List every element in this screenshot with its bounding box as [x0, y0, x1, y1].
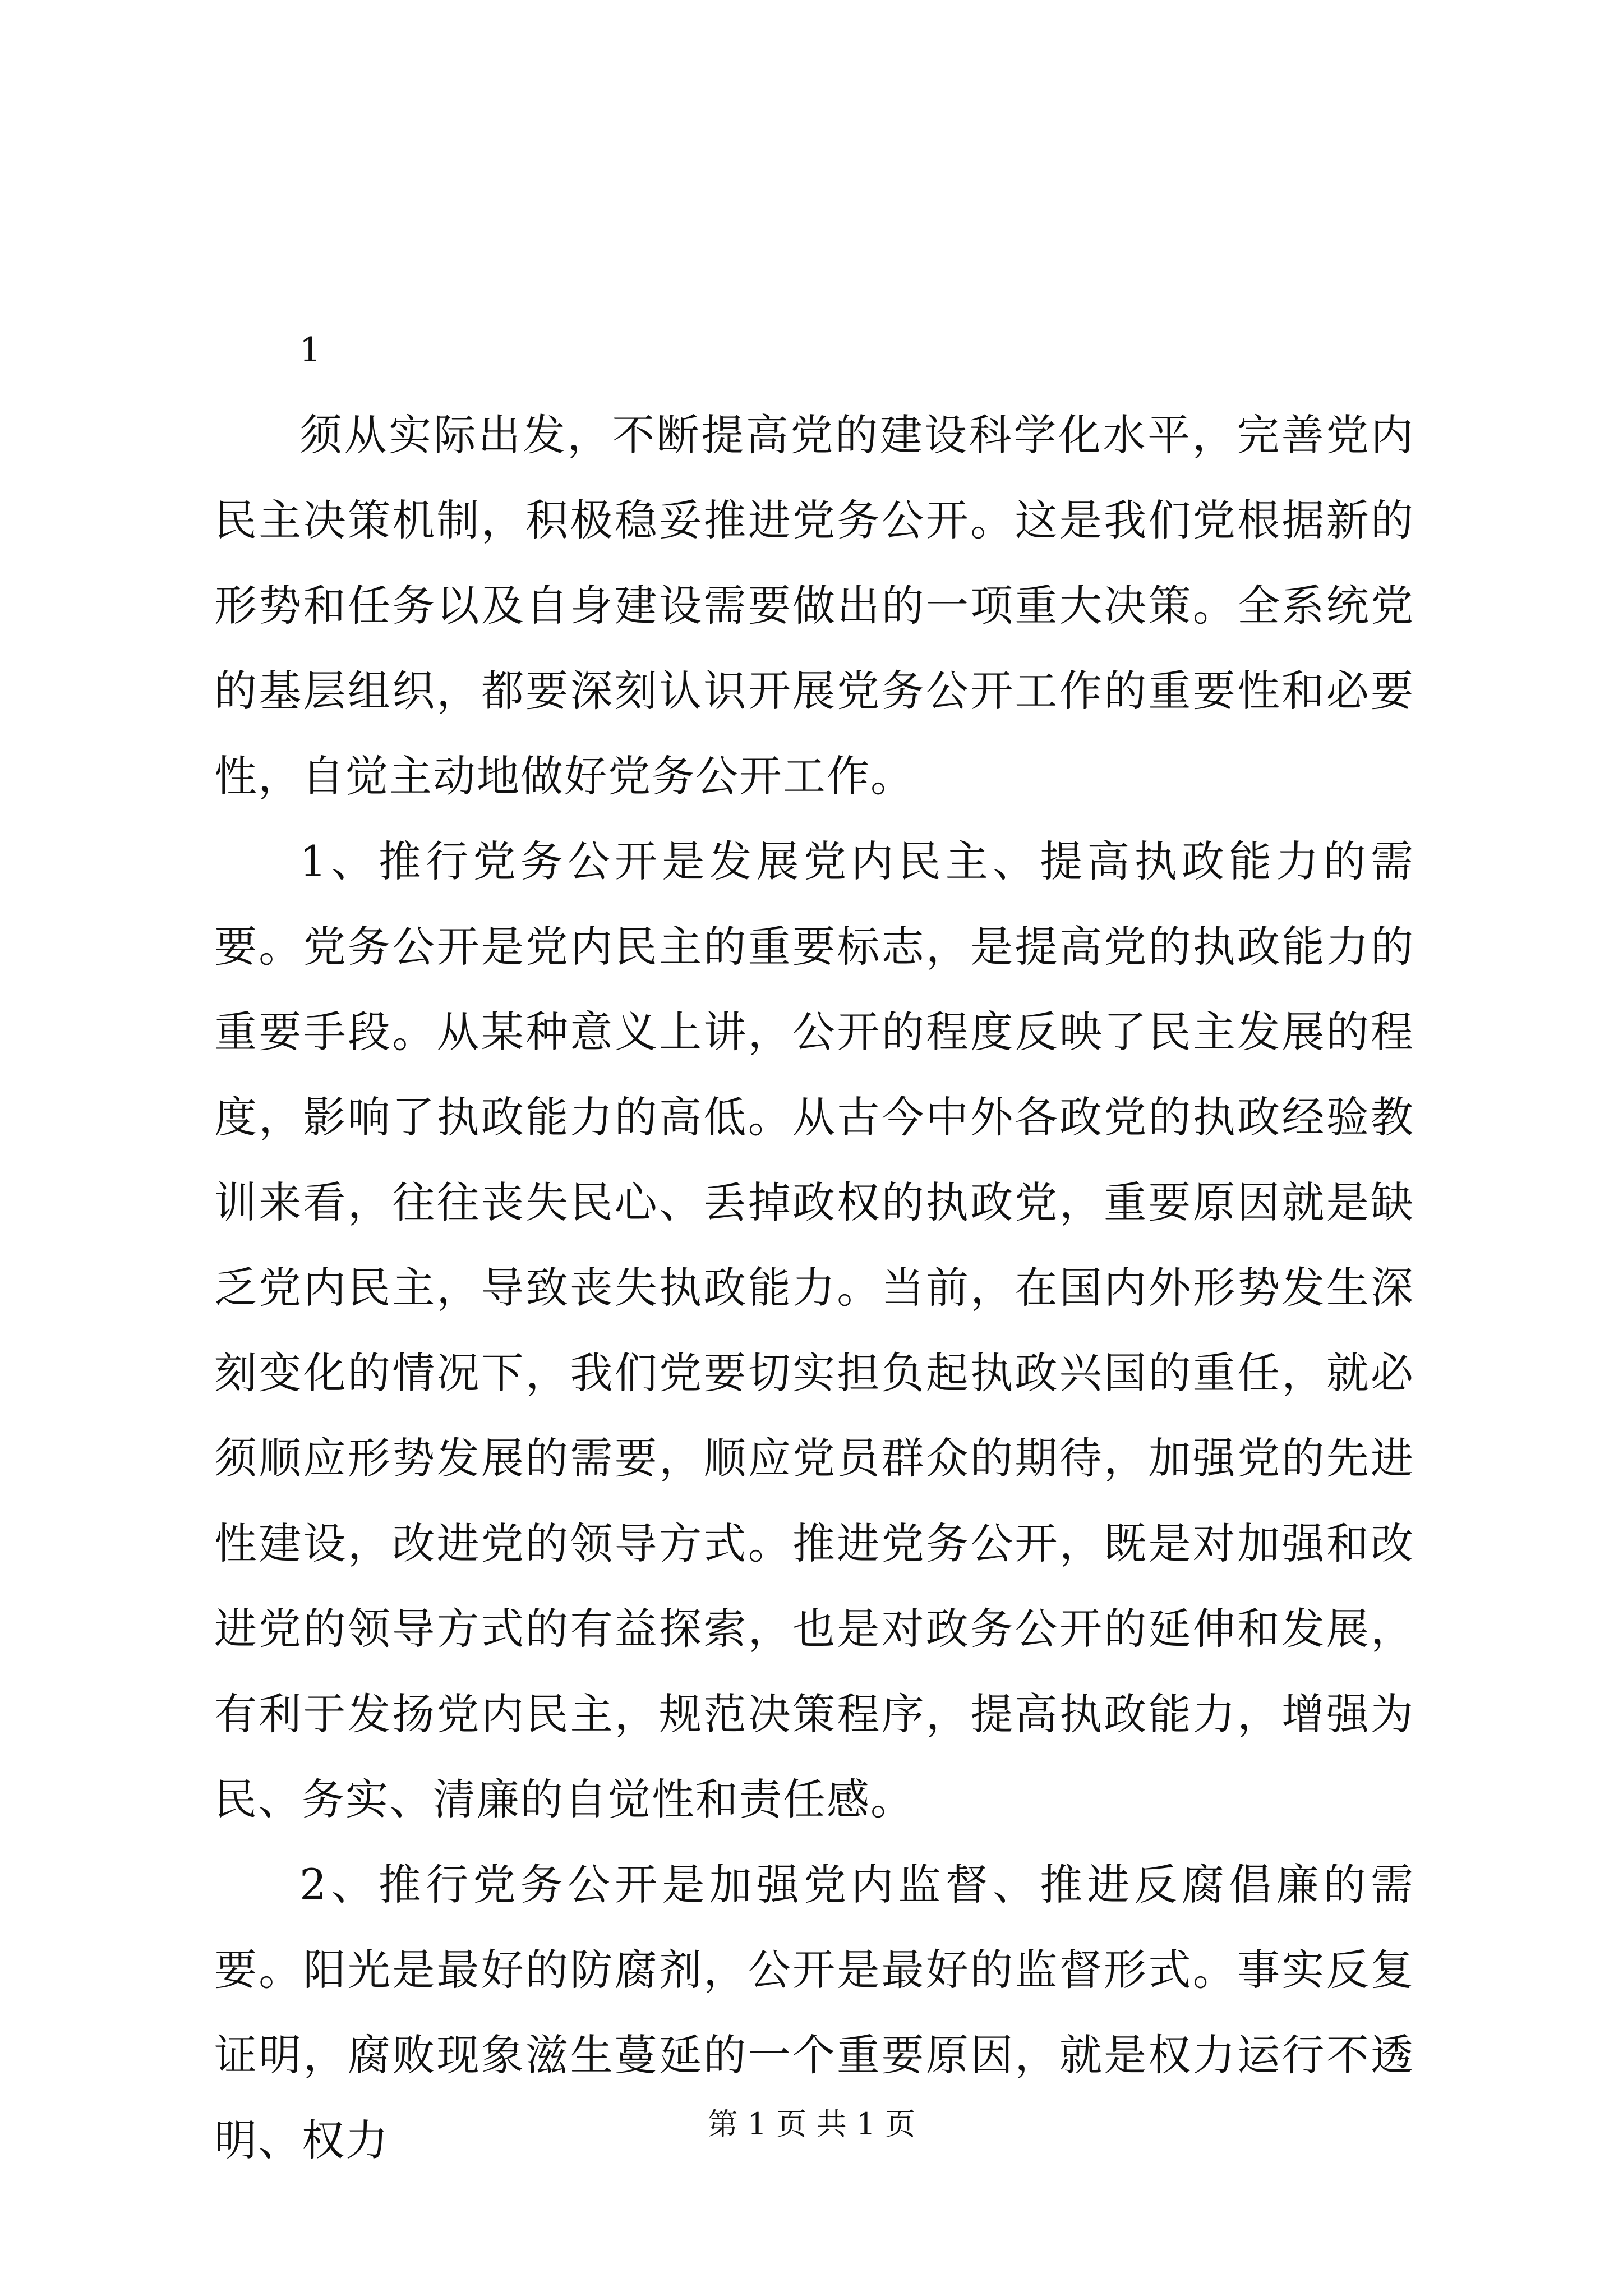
paragraph-intro: 须从实际出发，不断提高党的建设科学化水平，完善党内民主决策机制，积极稳妥推进党务公开。这是我们党根据新的形势和任务以及自身建设需要做出的一项重大决策。全系统党的基层组织，都要深刻认识开展党务公开工作的重要性和必要性，自觉主动地做好党务公开工作。: [214, 410, 1414, 801]
paragraph-point-2: 2、推行党务公开是加强党内监督、推进反腐倡廉的需要。阳光是最好的防腐剂，公开是最好的监督形式。事实反复证明，腐败现象滋生蔓延的一个重要原因，就是权力运行不透明、权力: [214, 1860, 1414, 2165]
page-number-mark: 1: [299, 330, 321, 370]
document-body: [214, 307, 1414, 2183]
paragraph-point-1: 1、推行党务公开是发展党内民主、提高执政能力的需要。党务公开是党内民主的重要标志，是提高党的执政能力的重要手段。从某种意义上讲，公开的程度反映了民主发展的程度，影响了执政能力的高低。从古今中外各政党的执政经验教训来看，往往丧失民心、丢掉政权的执政党，重要原因就是缺乏党内民主，导致丧失执政能力。当前，在国内外形势发生深刻变化的情况下，我们党要切实担负起执政兴国的重任，就必须顺应形势发展的需要，顺应党员群众的期待，加强党的先进性建设，改进党的领导方式。推进党务公开，既是对加强和改进党的领导方式的有益探索，也是对政务公开的延伸和发展，有利于发扬党内民主，规范决策程序，提高执政能力，增强为民、务实、清廉的自觉性和责任感。: [214, 836, 1414, 1824]
page-footer: 第 1 页 共 1 页: [707, 2106, 916, 2142]
